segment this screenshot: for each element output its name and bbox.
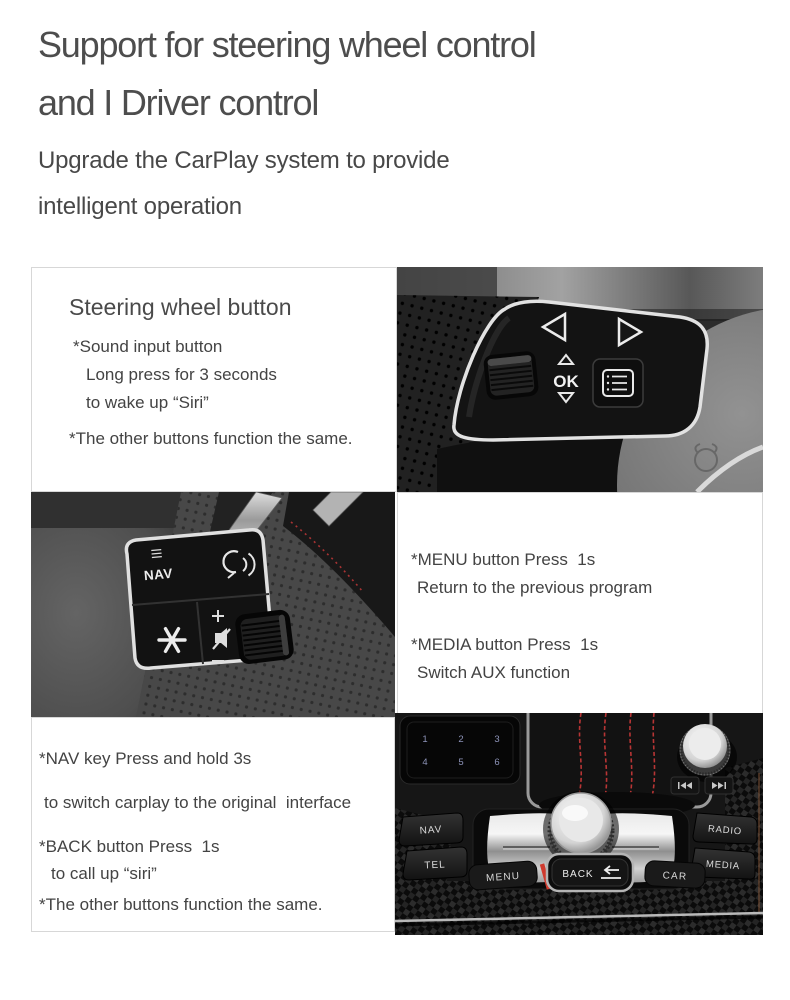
back-note-siri: to call up “siri” bbox=[51, 864, 157, 883]
menu-console-label: MENU bbox=[485, 870, 521, 885]
radio-console-label: RADIO bbox=[707, 823, 743, 838]
nav-note-switch: to switch carplay to the original interface bbox=[44, 793, 352, 812]
menu-note-return: Return to the previous program bbox=[417, 578, 653, 597]
car-console-button bbox=[644, 860, 705, 888]
back-note-press: *BACK button Press 1s bbox=[39, 837, 220, 856]
menu-note-press: *MENU button Press 1s bbox=[411, 550, 596, 569]
panel-steering-heading: Steering wheel button bbox=[69, 294, 292, 320]
media-note-press: *MEDIA button Press 1s bbox=[411, 635, 599, 654]
seek-back-button bbox=[671, 777, 699, 794]
car-console-label: CAR bbox=[662, 870, 688, 883]
scroll-wheel bbox=[483, 350, 539, 400]
touchpad-key-4: 4 bbox=[422, 757, 428, 768]
touchpad-key-6: 6 bbox=[494, 757, 500, 768]
steering-note-other-buttons: *The other buttons function the same. bbox=[69, 429, 353, 448]
touchpad-key-1: 1 bbox=[422, 734, 428, 745]
seek-forward-button bbox=[705, 777, 733, 794]
media-console-label: MEDIA bbox=[705, 858, 741, 873]
steering-note-sound-input: *Sound input button bbox=[73, 337, 223, 356]
page-title-line2: and I Driver control bbox=[38, 82, 319, 123]
touchpad-key-2: 2 bbox=[458, 734, 464, 745]
back-console-label: BACK bbox=[562, 869, 594, 880]
touchpad-key-3: 3 bbox=[494, 734, 500, 745]
back-console-button bbox=[547, 854, 633, 891]
nav-back-note-other: *The other buttons function the same. bbox=[39, 895, 323, 914]
photo-steering-wheel-right-svg bbox=[397, 267, 763, 492]
nav-console-label: NAV bbox=[419, 824, 443, 837]
page-title-line1: Support for steering wheel control bbox=[38, 24, 536, 65]
page-title bbox=[38, 16, 536, 132]
photo-steering-wheel-right-cluster bbox=[397, 267, 763, 492]
touchpad-key-5: 5 bbox=[458, 757, 464, 768]
ok-label: OK bbox=[553, 372, 579, 391]
panel-nav-back-notes bbox=[31, 717, 395, 932]
nav-note-press: *NAV key Press and hold 3s bbox=[39, 749, 252, 768]
photo-steering-wheel-left-cluster bbox=[31, 492, 395, 717]
panel-steering-wheel-button bbox=[31, 267, 397, 492]
steering-note-long-press: Long press for 3 seconds bbox=[86, 365, 277, 384]
page-subtitle-line1: Upgrade the CarPlay system to provide bbox=[38, 147, 450, 174]
tel-console-label: TEL bbox=[424, 859, 446, 872]
nav-console-button bbox=[399, 813, 463, 846]
nav-label: NAV bbox=[143, 565, 174, 584]
photo-steering-wheel-left-svg bbox=[31, 492, 395, 717]
number-touchpad bbox=[400, 716, 520, 784]
photo-center-console bbox=[395, 713, 763, 935]
steering-note-wake-siri: to wake up “Siri” bbox=[86, 393, 209, 412]
panel-menu-media-notes bbox=[397, 492, 763, 714]
media-note-aux: Switch AUX function bbox=[417, 663, 571, 682]
radio-console-button bbox=[693, 813, 757, 844]
page-subtitle bbox=[38, 138, 449, 230]
tel-console-button bbox=[403, 847, 467, 880]
volume-scroll-wheel bbox=[234, 609, 295, 665]
photo-center-console-svg bbox=[395, 713, 763, 935]
menu-list-button bbox=[593, 359, 643, 407]
page-subtitle-line2: intelligent operation bbox=[38, 193, 242, 220]
